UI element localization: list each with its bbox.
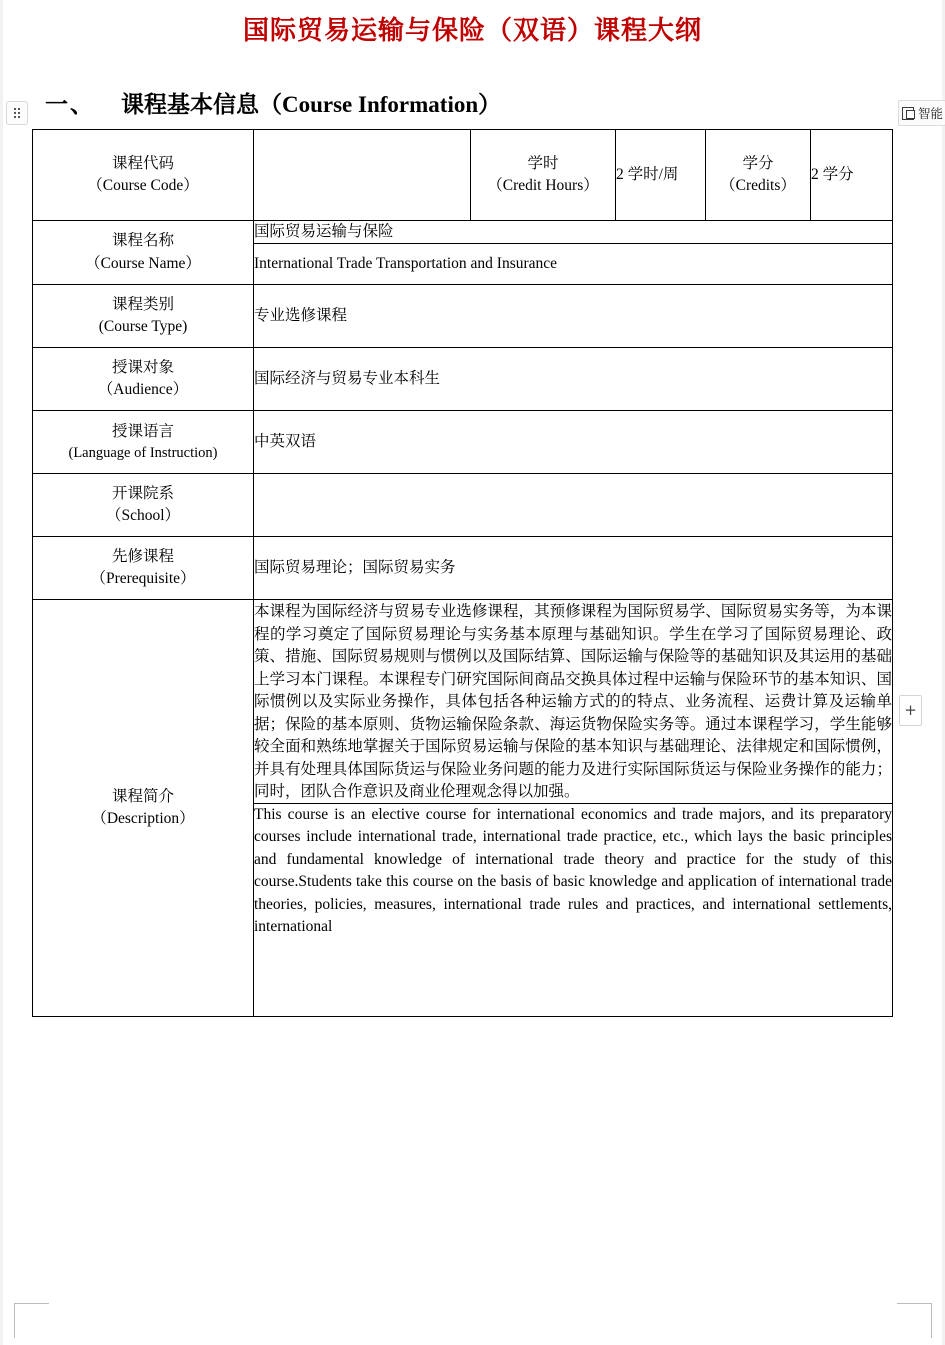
table-row-prerequisite xyxy=(33,537,893,600)
table-row-course-type xyxy=(33,285,893,348)
grip-dots-icon xyxy=(14,108,20,118)
table-move-handle[interactable] xyxy=(6,101,28,125)
description-label-cn: 课程简介 xyxy=(111,787,174,805)
credit-hours-label-en: （Credit Hours） xyxy=(487,177,599,194)
document-title: 国际贸易运输与保险（双语）课程大纲 xyxy=(242,16,702,46)
course-type-label-cn: 课程类别 xyxy=(111,296,174,313)
school-label-en: （School） xyxy=(105,507,181,525)
course-name-label-en: （Course Name） xyxy=(85,254,201,272)
table-row-audience xyxy=(33,348,893,411)
description-label-en: （Description） xyxy=(91,810,195,828)
cell-course-name-label xyxy=(33,221,254,285)
smart-assistant-button[interactable] xyxy=(898,100,945,126)
cell-prerequisite-value[interactable]: 国际贸易理论；国际贸易实务 xyxy=(254,537,893,600)
section-heading xyxy=(45,86,501,119)
course-name-label-cn: 课程名称 xyxy=(111,232,174,250)
table-row-course-name-cn xyxy=(33,221,893,244)
cell-course-name-value-cn[interactable]: 国际贸易运输与保险 xyxy=(254,221,893,244)
cell-audience-value[interactable]: 国际经济与贸易专业本科生 xyxy=(254,348,893,411)
section-number: 一、 xyxy=(45,91,95,118)
table-row-school xyxy=(33,474,893,537)
cell-description-value-cn[interactable]: 本课程为国际经济与贸易专业选修课程，其预修课程为国际贸易学、国际贸易实务等，为本课程的学习奠定了国际贸易理论与实务基本原理与基础知识。学生在学习了国际贸易理论、政策、措施、国际贸易规则与惯例以及国际结算、国际运输与保险等的基础知识及其运用的基础上学习本门课程。本课程专门研究国际间商品交换具体过程中运输与保险环节的基本知识、国际惯例以及实际业务操作，具体包括各种运输方式的的特点、业务流程、运费计算及运输单据；保险的基本原则、货物运输保险条款、海运货物保险实务等。通过本课程学习，学生能够较全面和熟练地掌握关于国际贸易运输与保险的基本知识与基础理论、法律规定和国际惯例，并具有处理具体国际货运与保险业务问题的能力及进行实际国际货运与保险业务操作的能力；同时，团队合作意识及商业伦理观念得以加强。 xyxy=(254,600,893,803)
plus-icon: + xyxy=(904,701,917,719)
cell-course-type-label xyxy=(33,285,254,348)
cell-credits-label xyxy=(706,130,811,221)
cell-audience-label xyxy=(33,348,254,411)
prerequisite-label-en: （Prerequisite） xyxy=(90,570,196,588)
audience-label-en: （Audience） xyxy=(97,381,189,399)
smart-assistant-label: 智能 xyxy=(918,106,944,121)
course-code-label-cn: 课程代码 xyxy=(111,154,174,172)
table-row-language xyxy=(33,411,893,474)
cell-course-code-value[interactable] xyxy=(254,130,471,221)
cell-credit-hours-label xyxy=(471,130,616,221)
language-label-en: (Language of Instruction) xyxy=(68,445,218,462)
section-label-cn: 课程基本信息 xyxy=(121,91,259,118)
add-row-button[interactable] xyxy=(899,695,922,726)
cell-course-type-value[interactable]: 专业选修课程 xyxy=(254,285,893,348)
page-crop-mark-bottom-left xyxy=(14,1303,49,1338)
credit-hours-label-cn: 学时 xyxy=(527,154,559,172)
smart-table-icon xyxy=(901,106,915,120)
cell-description-label xyxy=(33,600,254,1016)
audience-label-cn: 授课对象 xyxy=(111,359,174,376)
prerequisite-label-cn: 先修课程 xyxy=(111,548,174,565)
page-bottom-ruler xyxy=(0,1302,945,1303)
course-information-table xyxy=(32,129,893,1017)
page-crop-mark-bottom-right xyxy=(897,1303,932,1338)
table-row-course-code xyxy=(33,130,893,221)
cell-prerequisite-label xyxy=(33,537,254,600)
course-type-label-en: (Course Type) xyxy=(98,318,188,336)
language-label-cn: 授课语言 xyxy=(111,422,174,440)
cell-credit-hours-value[interactable]: 2 学时/周 xyxy=(616,130,706,221)
cell-school-value[interactable] xyxy=(254,474,893,537)
cell-school-label xyxy=(33,474,254,537)
table-row-description-cn xyxy=(33,600,893,803)
cell-description-value-en[interactable]: This course is an elective course for international economics and trade majors, and its preparatory courses include international trade, international trade practice, etc., which lays the basic principles and fundamental knowledge of international trade theory and practice for the study of this course.Students take this course on the basis of basic knowledge and application of international trade theories, policies, measures, international trade rules and practices, and international settlements, international xyxy=(254,803,893,1016)
section-label-en: （Course Information） xyxy=(259,92,502,117)
cell-language-value[interactable]: 中英双语 xyxy=(254,411,893,474)
cell-language-label xyxy=(33,411,254,474)
credits-label-en: （Credits） xyxy=(720,177,796,194)
credits-label-cn: 学分 xyxy=(742,154,774,172)
school-label-cn: 开课院系 xyxy=(111,485,174,502)
cell-course-code-label xyxy=(33,130,254,221)
cell-credits-value[interactable]: 2 学分 xyxy=(811,130,893,221)
course-code-label-en: （Course Code） xyxy=(87,177,199,194)
cell-course-name-value-en[interactable]: International Trade Transportation and Insurance xyxy=(254,244,893,285)
